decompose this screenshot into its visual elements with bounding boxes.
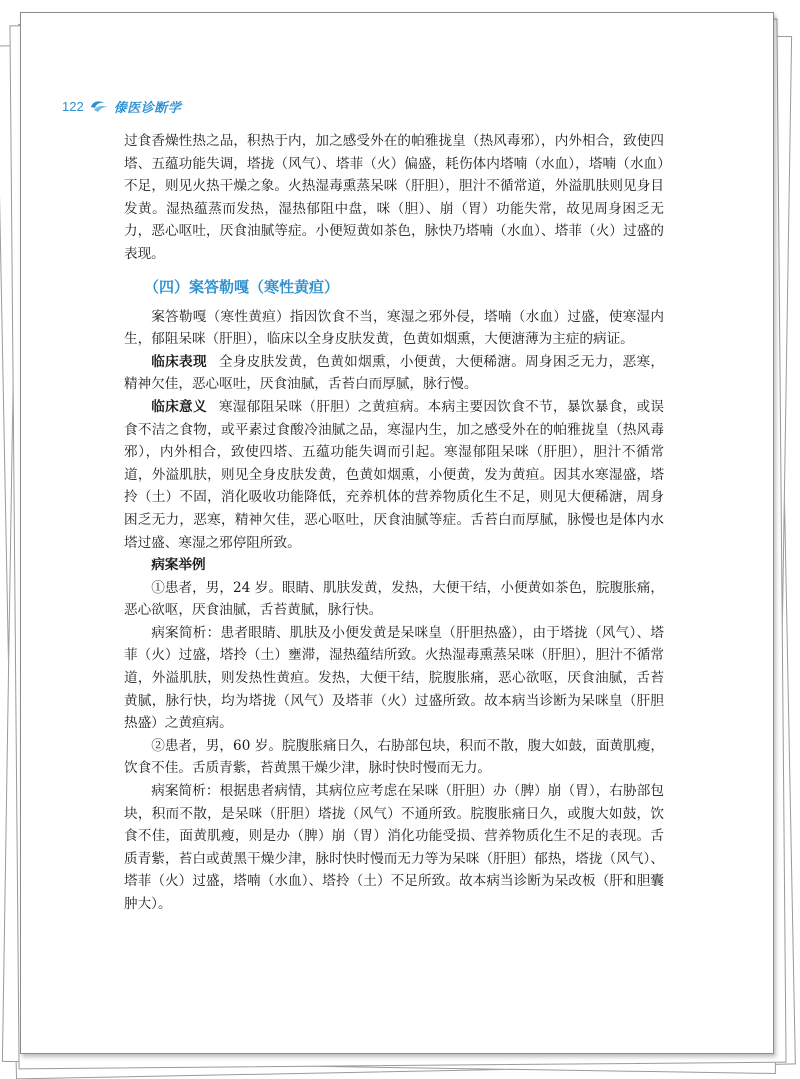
page-body	[124, 130, 664, 916]
case-1: ①患者，男，24 岁。眼睛、肌肤发黄，发热，大便干结，小便黄如茶色，脘腹胀痛，恶心欲呕，厌食油腻，舌苔黄腻，脉行快。	[124, 579, 664, 619]
page-number: 122	[62, 98, 84, 114]
meaning-label: 临床意义	[151, 398, 207, 415]
case-1-analysis: 病案简析：患者眼睛、肌肤及小便发黄是呆咪皇（肝胆热盛），由于塔拢（风气）、塔菲（火）过盛，塔拎（土）壅滞，湿热蕴结所致。火热湿毒熏蒸呆咪（肝胆），胆汁不循常道，外溢肌肤，则发热性黄疸。发热，大便干结，脘腹胀痛，恶心欲呕，厌食油腻，舌苔黄腻，脉行快，均为塔拢（风气）及塔菲（火）过盛所致。故本病当诊断为呆咪皇（肝胆热盛）之黄疸病。	[124, 624, 664, 732]
clinical-label: 临床表现	[151, 353, 207, 370]
section-title: （四）案答勒嘎（寒性黄疸）	[144, 277, 340, 296]
definition-paragraph: 案答勒嘎（寒性黄疸）指因饮食不当，寒湿之邪外侵，塔喃（水血）过盛，使寒湿内生，郁阻呆咪（肝胆），临床以全身皮肤发黄，色黄如烟熏，大便溏薄为主症的病证。	[124, 308, 664, 348]
book-title: 傣医诊断学	[113, 100, 182, 116]
meaning-paragraph	[124, 396, 664, 554]
wave-logo-icon	[90, 99, 108, 113]
meaning-text: 寒湿郁阻呆咪（肝胆）之黄疸病。本病主要因饮食不节，暴饮暴食，或误食不洁之食物，或平素过食酸冷油腻之品，寒湿内生，加之感受外在的帕雅拢皇（热风毒邪），内外相合，致使四塔、五蕴功能失调而引起。寒湿郁阻呆咪（肝胆），胆汁不循常道，外溢肌肤，则见全身皮肤发黄，色黄如烟熏，小便黄，发为黄疸。因其水寒湿盛，塔拎（土）不固，消化吸收功能降低，充养机体的营养物质化生不足，则见大便稀溏，周身困乏无力，恶寒，精神欠佳，恶心呕吐，厌食油腻等症。舌苔白而厚腻，脉慢也是体内水塔过盛、寒湿之邪停阻所致。	[124, 398, 665, 551]
case-2-analysis: 病案简析：根据患者病情，其病位应考虑在呆咪（肝胆）办（脾）崩（胃），右胁部包块，积而不散，是呆咪（肝胆）塔拢（风气）不通所致。脘腹胀痛日久，或腹大如鼓，饮食不佳，面黄肌瘦，则是办（脾）崩（胃）消化功能受损、营养物质化生不足的表现。舌质青紫，苔白或黄黑干燥少津，脉时快时慢而无力等为呆咪（肝胆）郁热，塔拢（风气）、塔菲（火）过盛，塔喃（水血）、塔拎（土）不足所致。故本病当诊断为呆改板（肝和胆囊肿大）。	[124, 783, 664, 912]
clinical-paragraph	[124, 351, 664, 396]
clinical-text: 全身皮肤发黄，色黄如烟熏，小便黄，大便稀溏。周身困乏无力，恶寒，精神欠佳，恶心呕吐，厌食油腻，舌苔白而厚腻，脉行慢。	[124, 353, 665, 393]
case-heading: 病案举例	[151, 557, 206, 574]
intro-paragraph: 过食香燥性热之品，积热于内，加之感受外在的帕雅拢皇（热风毒邪），内外相合，致使四塔、五蕴功能失调，塔拢（风气）、塔菲（火）偏盛，耗伤体内塔喃（水血），塔喃（水血）不足，则见火热干燥之象。火热湿毒熏蒸呆咪（肝胆），胆汁不循常道，外溢肌肤则见身目发黄。湿热蕴蒸而发热，湿热郁阻中盘，咪（胆）、崩（胃）功能失常，故见周身困乏无力，恶心呕吐，厌食油腻等症。小便短黄如茶色，脉快乃塔喃（水血）、塔菲（火）过盛的表现。	[124, 133, 664, 262]
page-header	[62, 96, 181, 116]
case-2: ②患者，男，60 岁。脘腹胀痛日久，右胁部包块，积而不散，腹大如鼓，面黄肌瘦，饮食不佳。舌质青紫，苔黄黑干燥少津，脉时快时慢而无力。	[124, 737, 664, 777]
